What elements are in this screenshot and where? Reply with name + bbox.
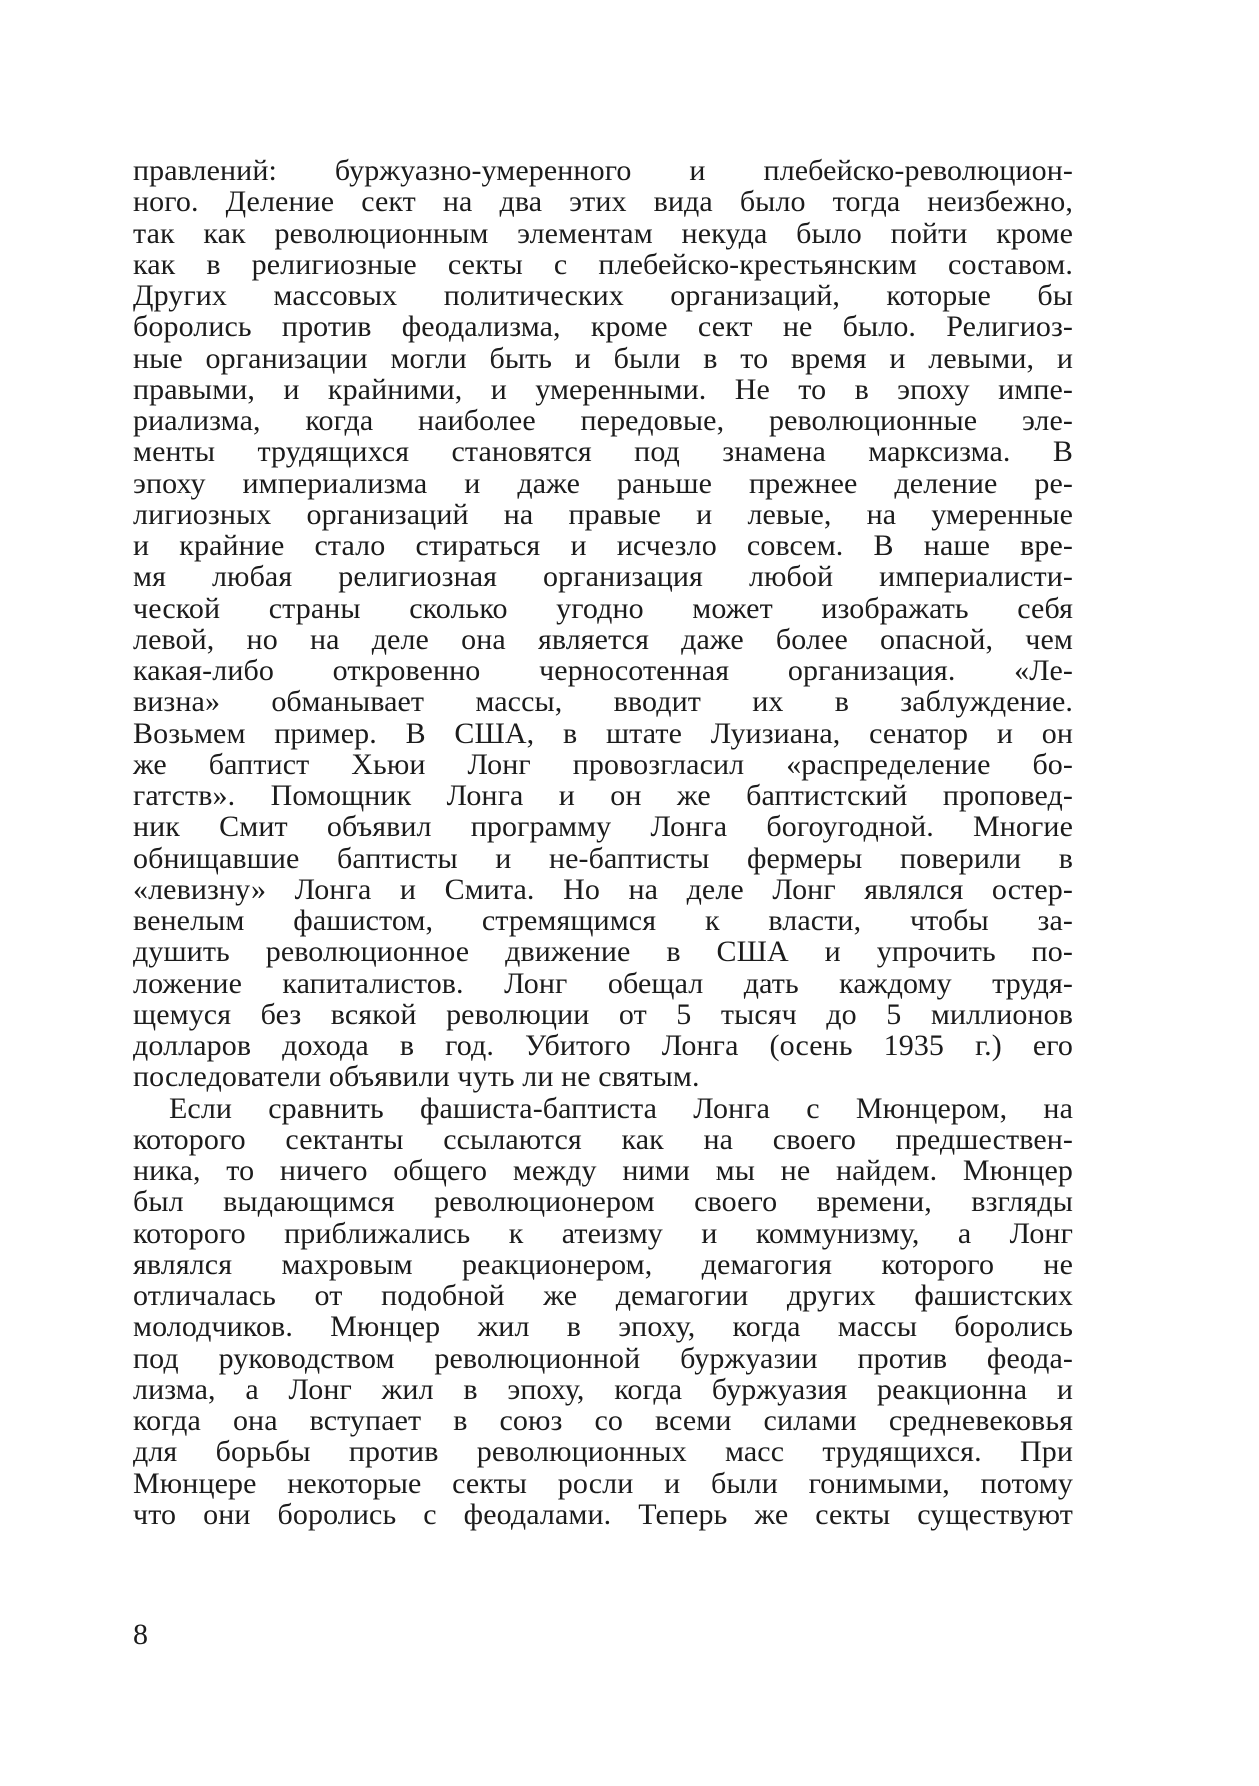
text-line: для борьбы против революционных масс трудящихся. При xyxy=(133,1435,1073,1469)
text-line: и крайние стало стираться и исчезло совсем. В наше вре- xyxy=(133,529,1073,562)
text-line: же баптист Хьюи Лонг провозгласил «распределение бо- xyxy=(133,747,1073,781)
text-line: Возьмем пример. В США, в штате Луизиана, сенатор и он xyxy=(133,716,1073,750)
text-line: риализма, когда наиболее передовые, революционные эле- xyxy=(133,404,1073,437)
text-line: обнищавшие баптисты и не-баптисты фермеры поверили в xyxy=(133,841,1073,875)
text-line: какая-либо откровенно черносотенная организация. «Ле- xyxy=(133,654,1073,687)
text-line: что они боролись с феодалами. Теперь же секты существуют xyxy=(133,1497,1073,1531)
text-line: мя любая религиозная организация любой империалисти- xyxy=(133,560,1073,594)
text-line: ного. Деление сект на два этих вида было тогда неизбежно, xyxy=(133,185,1073,219)
text-line: отличалась от подобной же демагогии других фашистских xyxy=(133,1279,1073,1312)
text-line: Других массовых политических организаций, которые бы xyxy=(133,279,1073,312)
text-line: лигиозных организаций на правые и левые, на умеренные xyxy=(133,497,1073,531)
text-line: боролись против феодализма, кроме сект не было. Религиоз- xyxy=(133,310,1073,344)
text-line: которого сектанты ссылаются как на своего предшествен- xyxy=(133,1122,1073,1156)
text-line: щемуся без всякой революции от 5 тысяч до 5 миллионов xyxy=(133,997,1073,1031)
text-line: долларов дохода в год. Убитого Лонга (осень 1935 г.) его xyxy=(133,1029,1073,1062)
paragraph-1 xyxy=(133,155,1073,1093)
text-line: был выдающимся революционером своего времени, взгляды xyxy=(133,1185,1073,1219)
text-line: которого приближались к атеизму и коммунизму, а Лонг xyxy=(133,1216,1073,1250)
text-line: правыми, и крайними, и умеренными. Не то в эпоху импе- xyxy=(133,372,1073,406)
text-line: венелым фашистом, стремящимся к власти, чтобы за- xyxy=(133,904,1073,937)
text-line: «левизну» Лонга и Смита. Но на деле Лонг являлся остер- xyxy=(133,872,1073,906)
text-line: ника, то ничего общего между ними мы не найдем. Мюнцер xyxy=(133,1154,1073,1187)
text-line: левой, но на деле она является даже более опасной, чем xyxy=(133,622,1073,656)
text-line: Если сравнить фашиста-баптиста Лонга с Мюнцером, на xyxy=(169,1091,1073,1125)
text-line: как в религиозные секты с плебейско-крестьянским составом. xyxy=(133,247,1073,281)
text-line: эпоху империализма и даже раньше прежнее деление ре- xyxy=(133,466,1073,500)
text-line: ческой страны сколько угодно может изображать себя xyxy=(133,591,1073,625)
text-line: молодчиков. Мюнцер жил в эпоху, когда массы боролись xyxy=(133,1310,1073,1344)
page-number: 8 xyxy=(133,1618,148,1651)
text-line: ник Смит объявил программу Лонга богоугодной. Многие xyxy=(133,810,1073,844)
paragraph-2 xyxy=(133,1093,1073,1531)
text-line: визна» обманывает массы, вводит их в заблуждение. xyxy=(133,685,1073,719)
text-line: Мюнцере некоторые секты росли и были гонимыми, потому xyxy=(133,1466,1073,1500)
body-text xyxy=(133,155,1073,1530)
text-line: правлений: буржуазно-умеренного и плебейско-революцион- xyxy=(133,154,1073,187)
text-line: последователи объявили чуть ли не святым. xyxy=(133,1060,700,1094)
text-line: так как революционным элементам некуда было пойти кроме xyxy=(133,216,1073,250)
text-line: ные организации могли быть и были в то время и левыми, и xyxy=(133,341,1073,375)
text-line: гатств». Помощник Лонга и он же баптистский проповед- xyxy=(133,779,1073,812)
text-line: когда она вступает в союз со всеми силами средневековья xyxy=(133,1404,1073,1437)
text-line: душить революционное движение в США и упрочить по- xyxy=(133,935,1073,969)
text-line: ложение капиталистов. Лонг обещал дать каждому трудя- xyxy=(133,966,1073,1000)
text-line: лизма, а Лонг жил в эпоху, когда буржуазия реакционна и xyxy=(133,1372,1073,1406)
text-line: под руководством революционной буржуазии против феода- xyxy=(133,1341,1073,1375)
text-line: являлся махровым реакционером, демагогия которого не xyxy=(133,1247,1073,1281)
text-line: менты трудящихся становятся под знамена марксизма. В xyxy=(133,435,1073,469)
